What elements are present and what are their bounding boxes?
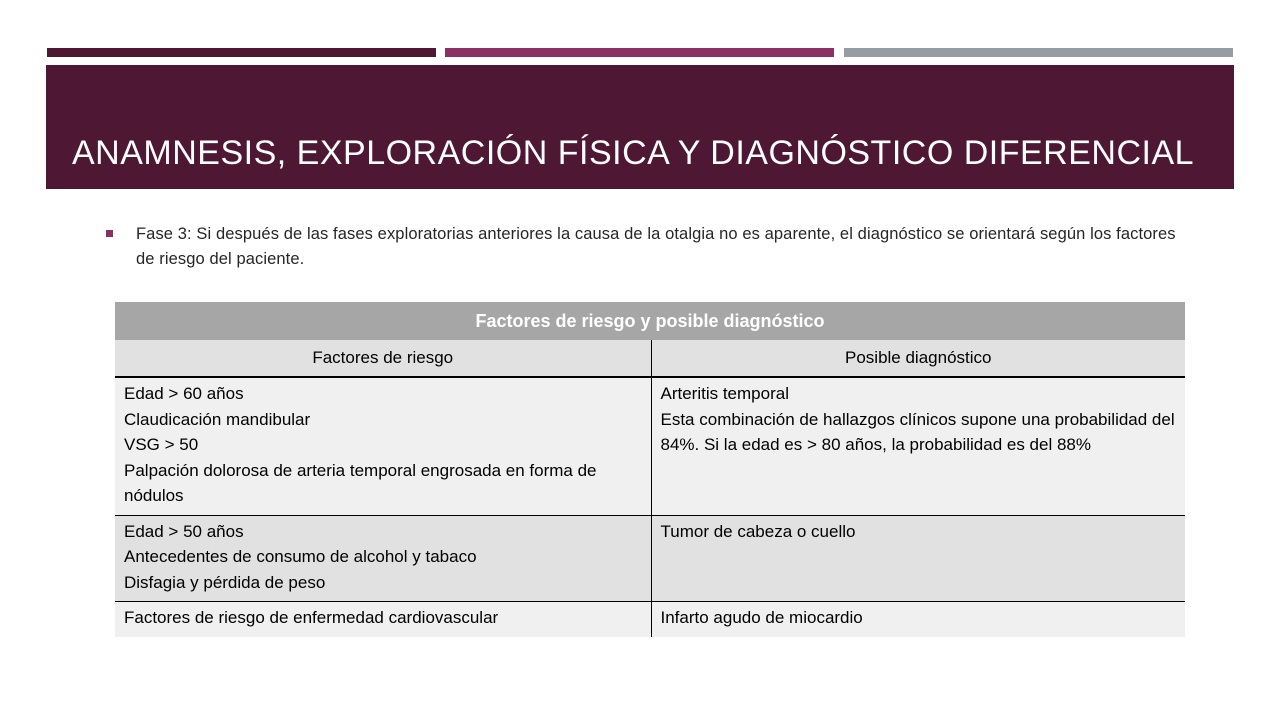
risk-factor-line: Antecedentes de consumo de alcohol y tabaco — [124, 547, 477, 566]
diagnosis-cell — [651, 377, 1185, 515]
risk-factor-line: Edad > 60 años — [124, 384, 244, 403]
risk-factors-cell — [115, 602, 651, 637]
risk-factors-cell — [115, 515, 651, 602]
accent-bar-2 — [445, 48, 834, 57]
column-header-diagnosis: Posible diagnóstico — [651, 340, 1185, 377]
diagnosis-cell — [651, 602, 1185, 637]
risk-factor-line: Factores de riesgo de enfermedad cardiovascular — [124, 608, 499, 627]
column-header-risk-factors: Factores de riesgo — [115, 340, 651, 377]
square-bullet-icon — [106, 230, 113, 237]
risk-factor-line: Claudicación mandibular — [124, 409, 311, 429]
risk-factor-line: Edad > 50 años — [124, 521, 244, 541]
diagnosis-line: Tumor de cabeza o cuello — [660, 521, 856, 541]
accent-bar-1 — [47, 48, 436, 57]
diagnosis-line: Infarto agudo de miocardio — [660, 608, 863, 627]
risk-factor-line: VSG > 50 — [124, 435, 199, 454]
bullet-point — [106, 222, 1196, 272]
slide-title: ANAMNESIS, EXPLORACIÓN FÍSICA Y DIAGNÓSTICO DIFERENCIAL — [72, 134, 1195, 172]
risk-factor-line: Disfagia y pérdida de peso — [124, 572, 326, 592]
table-title: Factores de riesgo y posible diagnóstico — [115, 302, 1185, 340]
risk-factors-table — [115, 302, 1185, 637]
table-row — [115, 515, 1185, 602]
table-row — [115, 602, 1185, 637]
title-band — [46, 65, 1234, 189]
diagnosis-line: Arteritis temporal — [660, 384, 789, 403]
table-header-row — [115, 340, 1185, 377]
risk-factors-cell — [115, 377, 651, 515]
risk-factor-line: Palpación dolorosa de arteria temporal engrosada en forma de nódulos — [124, 460, 597, 505]
accent-bar-3 — [844, 48, 1233, 57]
diagnosis-cell — [651, 515, 1185, 602]
table-row — [115, 377, 1185, 515]
bullet-text: Fase 3: Si después de las fases exploratorias anteriores la causa de la otalgia no es aparente, el diagnóstico se orientará según los factores de riesgo del paciente. — [136, 225, 1176, 268]
diagnosis-line: Esta combinación de hallazgos clínicos supone una probabilidad del 84%. Si la edad es > 80 años, la probabilidad es del 88% — [660, 409, 1175, 454]
